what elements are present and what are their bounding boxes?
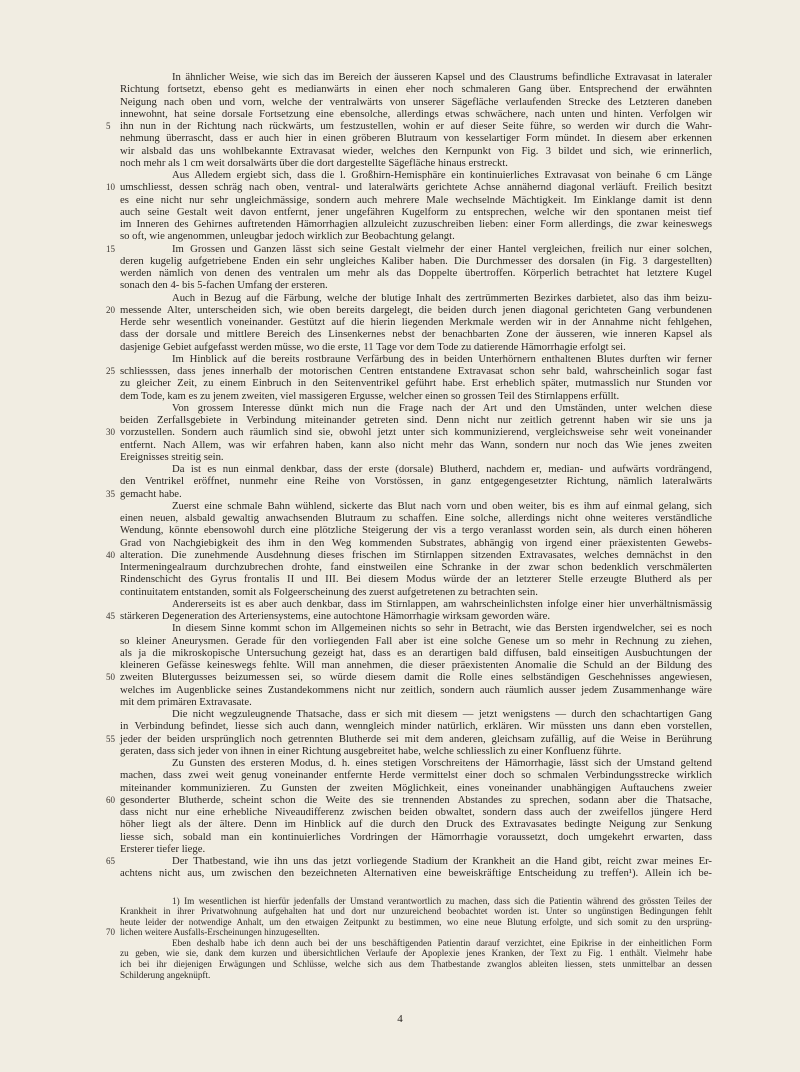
text-line [106,181,712,194]
text-line [120,757,712,769]
line-text: Neigung nach oben und vorn, welche der ventralwärts von unserer Sägefläche verlaufenden Strecke des Letzteren daneben [120,95,712,108]
line-text: Krankheit in ihrer Privatwohnung aufgehalten hat und dort nur unzureichend beobachtet worden ist. Unter so ungünstigen Bedingungen fehlt [120,906,712,917]
line-text: Die nicht wegzuleugnende Thatsache, dass er sich mit diesem — jetzt wenigstens — durch den schachtartigen Gang [172,708,712,720]
text-line [120,745,712,757]
text-line [106,120,712,132]
footnote-line [120,959,712,970]
line-text: welches im Augenblicke seines Zustandekommens nicht nur zeitlich, sondern auch räumlich ausser jedem Zusammenhange wäre [120,683,712,696]
line-text: Andererseits ist es aber auch denkbar, dass im Stirnlappen, am wahrscheinlichsten infolge einer hier unverhältnismässig [172,597,712,610]
line-text: so kleiner Aneurysmen. Gerade für den vorliegenden Fall aber ist eine solche Genese um so mehr in Rechnung zu ziehen, [120,634,712,647]
text-line [106,671,712,684]
text-line [120,524,712,536]
line-text: entfernt. Nach Allem, was wir erfahren haben, kann also nicht mehr das Wann, sondern nur noch das Wie jenes zweiten [120,438,712,451]
line-text: Auch in Bezug auf die Färbung, welche der blutige Inhalt des zertrümmerten Bezirkes darbietet, also das ihm beizu- [172,291,712,304]
line-text: innewohnt, hat seine dorsale Fortsetzung eine ebensolche, allerdings etwas schwächere, nach unten und hinten. Verfolgen wir [120,107,712,120]
text-line [106,487,712,500]
text-line [120,696,712,708]
line-text: achtens nicht aus, um zwischen den bezeichneten Alternativen eine beweiskräftige Entscheidung zu treffen¹). Allein ich be- [120,867,712,880]
line-text: Ersterer tiefer liege. [120,842,206,855]
text-line [120,255,712,267]
line-text: continuitatem entstanden, somit als Folgeerscheinung des zuerst aufgetretenen zu betrachten sein. [120,585,538,598]
line-text: beiden Zerfallsgebiete in Verbindung miteinander getreten sind. Denn nicht nur zeitlich getrennt haben wir sie uns ja [120,414,712,426]
line-text: noch mehr als 1 cm weit dorsalwärts über die dort dargestellte Sägefläche hinaus erstreckt. [120,156,508,169]
line-text: machen, dass zwei weit genug voneinander entfernte Herde vermittelst einer doch so schmalen Verbindungsstrecke wirklich [120,769,712,782]
text-line [120,475,712,487]
text-line [120,537,712,549]
line-number: 50 [106,672,115,683]
text-line [120,145,712,157]
line-text: dem Tode, kam es zu jenem zweiten, viel massigeren Ergusse, welcher einen so grossen Teil des Stirnlappens erfüllt. [120,389,620,402]
line-text: Im Hinblick auf die bereits rostbraune Verfärbung des in beiden Unterhörnern enthaltenen Blutes durften wir ferner [172,352,712,365]
line-text: einen neuen, alsbald gewaltig anwachsenden Blutraum zu schaffen. Eine solche, allerdings nicht ohne weiteres verständliche [120,512,712,524]
text-line [120,96,712,108]
text-line [120,292,712,304]
line-text: deren kugelig aufgetriebene Enden ein sehr ungleiches Kaliber haben. Die Durchmesser des dorsalen (in Fig. 3 dargestellten) [120,254,712,267]
line-text: wir alsbald das uns wohlbekannte Extravasat wieder, welches den Kernpunkt von Fig. 3 bildet und sich, wie erinnerlich, [120,144,712,157]
page-number: 4 [397,1013,403,1025]
line-text: liesse sich, sobald man ein kontinuierliches Vordringen der Hämorrhagie voraussetzt, doch umgekehrt erwarten, dass [120,830,712,843]
text-line [120,390,712,402]
line-text: ich bei ihr diejenigen Erwägungen und Schlüsse, welche sich aus dem Thatbestande zwanglos ableiten liessen, stets unmittelbar an dessen [120,959,712,970]
line-text: miteinander kommunizieren. Zu Gunsten der zweiten Möglichkeit, eines voneinander unabhängigen Auftauchens zweier [120,781,712,794]
line-text: umschliesst, dessen schräg nach oben, ventral- und lateralwärts gerichtete Achse annähernd diagonal verläuft. Freilich besitzt [120,181,712,194]
line-text: Zuerst eine schmale Bahn wühlend, sickerte das Blut nach vorn und oben weiter, bis es ihm auf einmal gelang, sich [172,499,712,512]
line-text: alteration. Die zunehmende Ausdehnung dieses frischen im Stirnlappen sitzenden Extravasates, welches demnächst in den [120,548,712,561]
line-text: stärkeren Degeneration des Arteriensystems, eine autochtone Hämorrhagie wirksam geworden wäre. [120,610,551,622]
line-number: 40 [106,549,115,560]
text-line [120,157,712,169]
text-line [120,169,712,181]
line-text: den Ventrikel eröffnet, nunmehr eine Reihe von Vorstössen, in ganz entgegengesetzter Richtung, nämlich lateralwärts [120,475,712,488]
line-text: ihn nun in der Richtung nach rückwärts, um festzustellen, wohin er auf dieser Seite führe, so werden wir durch die Wahr- [120,120,712,132]
line-text: gemacht habe. [120,487,182,500]
text-line [120,71,712,83]
line-text: Herde sehr wesentlich voneinander. Gestützt auf die hierin liegenden Merkmale werden wir in der Annahme nicht fehlgehen, [120,316,712,328]
line-number: 20 [106,304,115,315]
text-line [120,230,712,242]
text-line [120,377,712,389]
line-text: es eine nicht nur sehr ungleichmässige, sondern auch mehrere Male wechselnde Mächtigkeit. Im Einklange damit ist denn [120,193,712,206]
text-line [120,708,712,720]
line-text: in Verbindung befindet, liesse sich auch dann, wenngleich minder natürlich, erklären. Wir müssten uns dann eben vorstellen, [120,720,712,733]
text-line [106,303,712,316]
line-text: Richtung fortsetzt, ebenso geht es medianwärts in einen eher noch schmaleren Gang über. Entsprechend der erwähnten [120,83,712,96]
text-line [120,500,712,512]
text-line [120,867,712,879]
line-number: 5 [106,121,111,131]
line-number: 30 [106,427,115,438]
line-text: messende Alter, unterscheiden sich, wie oben bereits dargelegt, die beiden durch jenen diagonal gerichteten Gang verbundenen [120,303,712,316]
line-text: werden nämlich von denen des ventralen um mehr als das Doppelte übertroffen. Körperlich betrachtet hat letztere Kugel [120,267,712,279]
text-line [120,782,712,794]
text-line [120,818,712,830]
line-text: Von grossem Interesse dünkt mich nun die Frage nach der Art und den Umständen, unter welchen diese [172,401,712,414]
text-line [106,793,712,806]
line-text: zu geben, wie sie, dank dem kurzen und übersichtlichen Verlaufe der Apoplexie jenes Kranken, der Text zu Fig. 1 enthält. Vielmehr habe [120,948,712,959]
text-line [120,512,712,524]
line-text: gesonderter Blutherde, scheint schon die Weite des sie trennenden Abstandes zu sprechen, sodann aber die Thatsache, [120,793,712,806]
text-line [120,83,712,95]
line-text: dass nicht nur eine erhebliche Niveaudifferenz zwischen beiden obwaltet, sondern dass auch der zweifellos jüngere Herd [120,806,712,818]
line-text: zweiten Blutergusses beizumessen sei, so würde diesem damit die Rolle eines selbständigen Geschehnisses angewiesen, [120,671,712,684]
line-text: als ja die mikroskopische Untersuchung gezeigt hat, dass es an derartigen bald diffusen, bald einseitigen Ausbuchtungen der [120,646,712,659]
line-text: Da ist es nun einmal denkbar, dass der erste (dorsale) Blutherd, nachdem er, median- und aufwärts vordrängend, [172,463,712,475]
footnotes [106,895,712,981]
text-line [120,328,712,340]
footnote-line [120,917,712,928]
line-text: In ähnlicher Weise, wie sich das im Bereich der äusseren Kapsel und des Claustrums befindliche Extravasat in lateraler [172,71,712,83]
text-line [120,279,712,291]
text-line [120,108,712,120]
footnote-line [120,938,712,949]
line-text: höher liegt als der ältere. Denn im Hinblick auf die durch den Druck des Extravasates bedingte Neigung zur Senkung [120,818,712,831]
line-text: Zu Gunsten des ersteren Modus, d. h. eines stetigen Vorschreitens der Hämorrhagie, lässt sich der Umstand geltend [172,757,712,769]
footnote-line [120,948,712,959]
line-number: 10 [106,182,115,193]
line-text: mit dem primären Extravasate. [120,695,252,708]
line-number: 15 [106,243,115,254]
line-text: geraten, dass sich jeder von ihnen in einer Richtung ausgebreitet habe, welche schliesslich zu einer Konfluenz führte. [120,744,622,757]
text-line [120,439,712,451]
line-text: dasjenige Gebiet aufgefasst werden müsse, wo die erste, 11 Tage vor dem Tode zu datierende Hämorrhagie erfolgt sei. [120,340,626,353]
text-line [106,855,712,867]
line-number: 65 [106,856,115,866]
line-number: 70 [106,927,115,938]
line-number: 45 [106,611,115,621]
line-text: zu gleicher Zeit, zu einem Einbruch in den Seitenventrikel geführt habe. Erst erheblich später, mutmasslich nur Stunden vor [120,377,712,390]
text-line [120,769,712,781]
line-text: Wendung, könnte ebensowohl durch eine plötzliche Steigerung der vis a tergo veranlasst worden sein, als durch einen höheren [120,524,712,537]
text-line [120,831,712,843]
text-line [106,365,712,377]
text-line [120,402,712,414]
text-line [120,684,712,696]
text-line [120,414,712,426]
line-text: nehmung überrascht, dass er auch hier in einen gröberen Blutraum von kesselartiger Form mündet. In diesem aber erkennen [120,132,712,145]
text-line [120,635,712,647]
line-text: Ereignisses streitig sein. [120,450,224,463]
footnote-line [120,970,712,981]
line-text: lichen weitere Ausfalls-Erscheinungen hinzugesellten. [120,927,320,938]
text-line [106,242,712,255]
text-line [120,806,712,818]
text-line [120,267,712,279]
text-line [120,573,712,585]
text-line [120,316,712,328]
text-line [120,720,712,732]
text-line [120,598,712,610]
footnote-line [120,896,712,907]
line-text: kleineren Gefässe keineswegs fehlte. Will man annehmen, die dieser präexistenten Anomalie die Schuld an der Bildung des [120,659,712,671]
line-text: schliesssen, dass jenes innerhalb der motorischen Centren entstandene Extravasat schon sehr bald, wahrscheinlich sogar fast [120,365,712,377]
line-text: sonach den 4- bis 5-fachen Umfang der ersteren. [120,279,328,292]
text-line [120,194,712,206]
body-text [106,71,712,880]
text-line [120,561,712,573]
text-line [120,622,712,634]
text-line [106,610,712,622]
line-text: Schilderung angeknüpft. [120,969,211,980]
line-number: 55 [106,733,115,744]
text-line [120,206,712,218]
line-text: 1) Im wesentlichen ist hierfür jedenfalls der Umstand verantwortlich zu machen, dass sich die Patientin während des grössten Teiles der [172,895,712,906]
line-text: im Inneren des Gehirnes auftretenden Hämorrhagien allzuleicht zuzuschreiben lieben: einer Form allerdings, die zwar keineswegs [120,218,712,230]
line-text: dass der dorsale und mittlere Bereich des Linsenkernes nebst der benachbarten Zone der äusseren, wie inneren Kapsel als [120,328,712,341]
line-number: 60 [106,794,115,805]
text-line [120,843,712,855]
line-text: jeder der beiden ursprünglich noch getrennten Blutherde sei mit dem anderen, gleichsam zufällig, auf die Weise in Berührung [120,732,712,745]
line-number: 25 [106,366,115,376]
line-text: Eben deshalb habe ich denn auch bei der uns beschäftigenden Patientin darauf verzichtet, eine Epikrise in der einheitlichen Form [172,937,712,948]
text-line [120,451,712,463]
line-text: so oft, wie angenommen, unleugbar jedoch wirklich zur Beobachtung gelangt. [120,230,455,243]
line-text: heute leider der notwendige Anhalt, um den etwaigen Zeitpunkt zu bestimmen, wo eine neue Blutung erfolgte, und sich somit zu den ursprüng- [120,916,712,927]
text-line [106,732,712,745]
text-line [120,463,712,475]
line-text: Rindenschicht des Gyrus frontalis II und III. Bei diesem Modus würde der an letzterer Stelle erzeugte Blutherd als per [120,573,712,586]
footnote-line [120,906,712,917]
text-block [106,71,712,980]
line-text: Der Thatbestand, wie ihn uns das jetzt vorliegende Stadium der Krankheit an die Hand gibt, reicht zwar meines Er- [172,855,712,867]
text-line [120,647,712,659]
line-text: vorzustellen. Sondern auch räumlich sind sie, obwohl jetzt unter sich kommunizierend, vergleichsweise sehr weit voneinander [120,426,712,439]
line-number: 35 [106,488,115,499]
line-text: Aus Alledem ergiebt sich, dass die l. Großhirn-Hemisphäre ein kontinuierliches Extravasat von beinahe 6 cm Länge [172,169,712,181]
footnote-line [106,927,712,938]
text-line [120,659,712,671]
line-text: auch seine Gestalt weit davon entfernt, jener ungefähren Kugelform zu entsprechen, welche wir den spontanen meist tief [120,205,712,218]
line-text: Intermeningealraum durchzubrechen drohte, fand einstweilen eine Schranke in der zwar schon bedenklich verschmälerten [120,561,712,573]
text-line [120,218,712,230]
text-line [120,586,712,598]
text-line [106,548,712,561]
text-line [120,132,712,144]
text-line [106,426,712,439]
line-text: In diesem Sinne kommt schon im Allgemeinen nichts so sehr in Betracht, wie das Bersten irgendwelcher, sei es noch [172,622,712,635]
text-line [120,353,712,365]
line-text: Grad von Nachgiebigkeit des ihm in den Weg kommenden Substrates, abhängig von irgend einer präexistenten Gewebs- [120,536,712,549]
line-text: Im Grossen und Ganzen lässt sich seine Gestalt vielmehr der einer Hantel vergleichen, freilich nur einer solchen, [172,242,712,255]
text-line [120,341,712,353]
